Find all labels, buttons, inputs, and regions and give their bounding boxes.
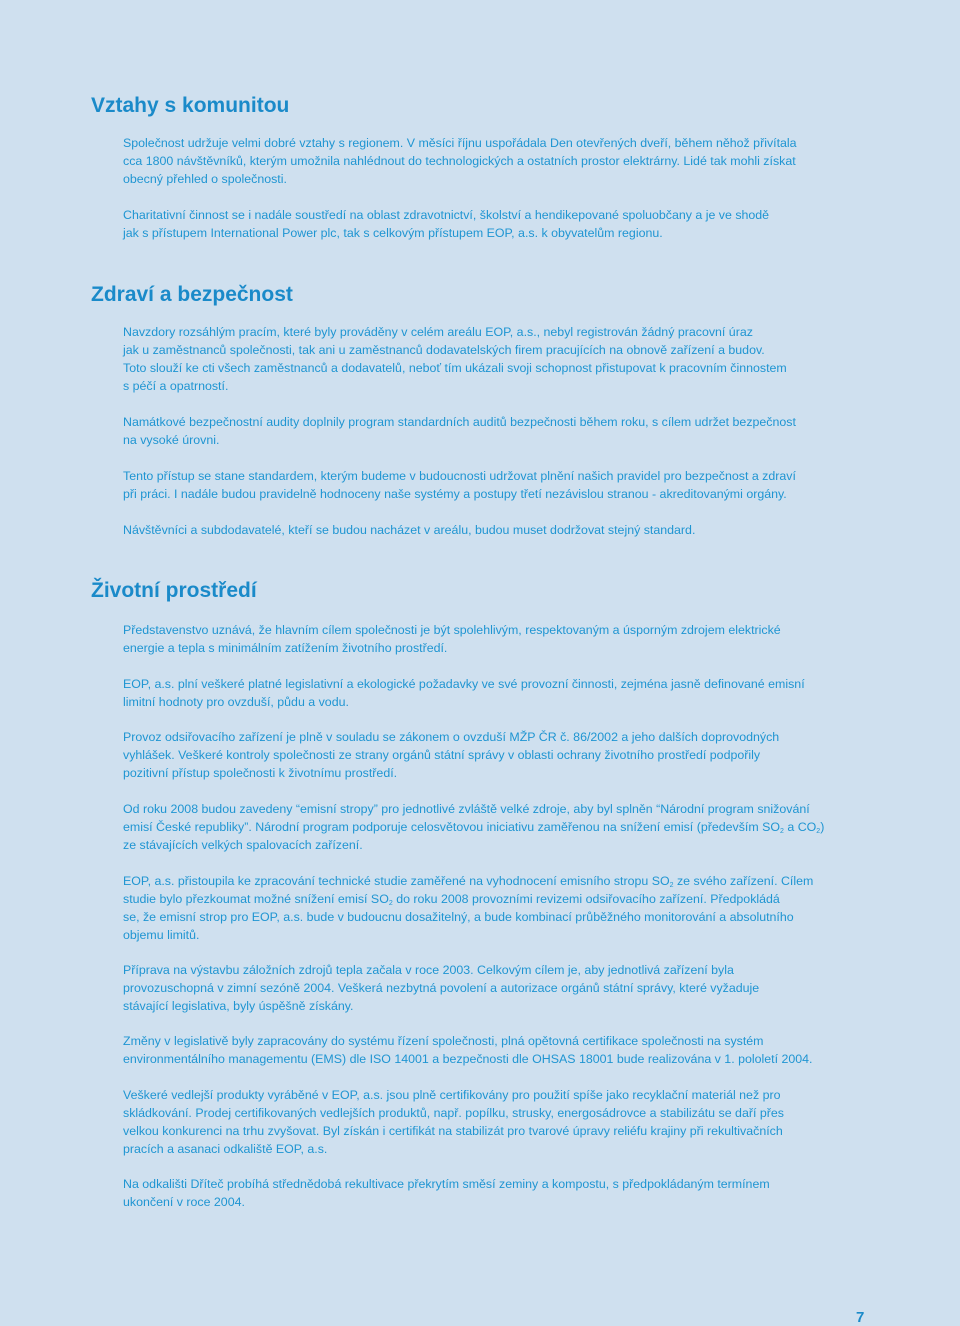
paragraph: [123, 1176, 871, 1212]
text-line: s péčí a opatrností.: [123, 378, 229, 393]
subscript: 2: [816, 827, 821, 835]
text-line: stávající legislativa, byly úspěšně získány.: [123, 998, 354, 1013]
text-line: se, že emisní strop pro EOP, a.s. bude v budoucnu dosažitelný, a bude kombinací průběžného monitorování a absolutního: [123, 909, 794, 924]
subscript: 2: [780, 827, 784, 835]
text-line: Provoz odsiřovacího zařízení je plně v souladu se zákonem o ovzduší MŽP ČR č. 86/2002 a jeho dalších doprovodných: [123, 730, 780, 744]
paragraph: [123, 135, 871, 189]
text-line: cca 1800 návštěvníků, kterým umožnila nahlédnout do technologických a ostatních prostor elektrárny. Lidé tak mohli získat: [123, 153, 796, 168]
text-line: pozitivní přístup společnosti k životnímu prostředí.: [123, 765, 398, 780]
text-line: Představenstvo uznává, že hlavním cílem společnosti je být spolehlivým, respektovaným a úsporným zdrojem elektrické: [123, 623, 781, 637]
section-heading-health-safety: Zdraví a bezpečnost: [91, 283, 293, 306]
text-fragment: ze svého zařízení. Cílem: [673, 874, 814, 888]
text-line: jak s přístupem International Power plc, tak s celkovým přístupem EOP, a.s. k obyvatelům regionu.: [123, 225, 663, 240]
paragraph: [123, 1033, 871, 1069]
paragraph: [123, 468, 871, 504]
text-fragment: ): [820, 819, 825, 834]
text-line: skládkování. Prodej certifikovaných vedlejších produktů, např. popílku, strusky, energosádrovce a stabilizátu se daří přes: [123, 1105, 784, 1120]
page-number: 7: [856, 1309, 865, 1326]
text-line: Tento přístup se stane standardem, kterým budeme v budoucnosti udržovat plnění našich pravidel pro bezpečnost a zdraví: [123, 469, 796, 483]
paragraph: [123, 873, 871, 945]
text-line: na vysoké úrovni.: [123, 432, 220, 447]
text-line: Návštěvníci a subdodavatelé, kteří se budou nacházet v areálu, budou muset dodržovat stejný standard.: [123, 523, 696, 537]
text-line: energie a tepla s minimálním zatížením životního prostředí.: [123, 640, 448, 655]
text-fragment: do roku 2008 provozními revizemi odsiřovacího zařízení. Předpokládá: [392, 891, 780, 906]
text-line: Od roku 2008 budou zavedeny “emisní stropy” pro jednotlivé zvláště velké zdroje, aby byl splněn “Národní program snižování: [123, 802, 810, 816]
text-line: environmentálního managementu (EMS) dle ISO 14001 a bezpečnosti dle OHSAS 18001 bude realizována v 1. pololetí 2004.: [123, 1051, 813, 1066]
subscript: 2: [388, 899, 393, 907]
paragraph: [123, 622, 871, 658]
text-line: při práci. I nadále budou pravidelně hodnoceny naše systémy a postupy třetí nezávislou stranou - akreditovanými orgány.: [123, 486, 787, 501]
text-line: Navzdory rozsáhlým pracím, které byly prováděny v celém areálu EOP, a.s., nebyl registrován žádný pracovní úraz: [123, 325, 753, 339]
paragraph: [123, 729, 871, 783]
text-line: Namátkové bezpečnostní audity doplnily program standardních auditů bezpečnosti během roku, s cílem udržet bezpečnost: [123, 415, 796, 429]
text-line: EOP, a.s. plní veškeré platné legislativní a ekologické požadavky ve své provozní činnosti, zejména jasně definované emisní: [123, 677, 805, 691]
text-line: Toto slouží ke cti všech zaměstnanců a dodavatelů, neboť tím ukázali svoji schopnost přistupovat k pracovním činnostem: [123, 360, 787, 375]
text-fragment: a CO: [783, 819, 817, 834]
text-line: ze stávajících velkých spalovacích zařízení.: [123, 837, 363, 852]
paragraph: [123, 962, 871, 1016]
text-fragment: studie bylo přezkoumat možné snížení emisí SO: [123, 891, 389, 906]
text-line: objemu limitů.: [123, 927, 200, 942]
subscript: 2: [669, 882, 674, 889]
text-line: ukončení v roce 2004.: [123, 1194, 245, 1209]
paragraph: [123, 801, 871, 855]
text-line: jak u zaměstnanců společnosti, tak ani u zaměstnanců dodavatelských firem pracujících na obnově zařízení a budov.: [123, 342, 765, 357]
text-line: Charitativní činnost se i nadále soustředí na oblast zdravotnictví, školství a hendikepované spoluobčany a je ve shodě: [123, 208, 770, 222]
text-line: [123, 891, 871, 909]
text-fragment: EOP, a.s. přistoupila ke zpracování technické studie zaměřené na vyhodnocení emisního stropu SO: [123, 874, 670, 888]
text-line: Na odkališti Dříteč probíhá střednědobá rekultivace překrytím směsí zeminy a kompostu, s předpokládaným termínem: [123, 1177, 770, 1191]
paragraph: [123, 324, 871, 396]
text-line: Příprava na výstavbu záložních zdrojů tepla začala v roce 2003. Celkovým cílem je, aby jednotlivá zařízení byla: [123, 963, 734, 977]
paragraph: [123, 207, 871, 243]
section-heading-community: Vztahy s komunitou: [91, 94, 290, 117]
text-line: velkou konkurenci na trhu zvyšovat. Byl získán i certifikát na stabilizát pro tvarové úpravy reliéfu krajiny při rekultivačních: [123, 1123, 783, 1138]
text-line: vyhlášek. Veškeré kontroly společnosti ze strany orgánů státní správy v oblasti ochrany životního prostředí podpořily: [123, 747, 761, 762]
section-heading-environment: Životní prostředí: [91, 579, 257, 602]
paragraph: [123, 414, 871, 450]
text-line: Veškeré vedlejší produkty vyráběné v EOP, a.s. jsou plně certifikovány pro použití spíše jako recyklační materiál než pro: [123, 1088, 781, 1102]
text-fragment: emisí České republiky”. Národní program podporuje celosvětovou iniciativu zaměřenou na snížení emisí (především SO: [123, 819, 781, 834]
text-line: Společnost udržuje velmi dobré vztahy s regionem. V měsíci říjnu uspořádala Den otevřených dveří, během něhož přivítala: [123, 136, 797, 150]
paragraph: [123, 676, 871, 712]
text-line: [123, 873, 871, 891]
text-line: limitní hodnoty pro ovzduší, půdu a vodu.: [123, 694, 349, 709]
text-line: provozuschopná v zimní sezóně 2004. Veškerá nezbytná povolení a autorizace orgánů státní správy, které vyžaduje: [123, 980, 760, 995]
text-line: obecný přehled o společnosti.: [123, 171, 287, 186]
text-line: [123, 819, 871, 837]
paragraph: [123, 522, 871, 540]
paragraph: [123, 1087, 871, 1159]
text-line: Změny v legislativě byly zapracovány do systému řízení společnosti, plná opětovná certifikace společnosti na systém: [123, 1034, 764, 1048]
text-line: pracích a asanaci odkaliště EOP, a.s.: [123, 1141, 328, 1156]
